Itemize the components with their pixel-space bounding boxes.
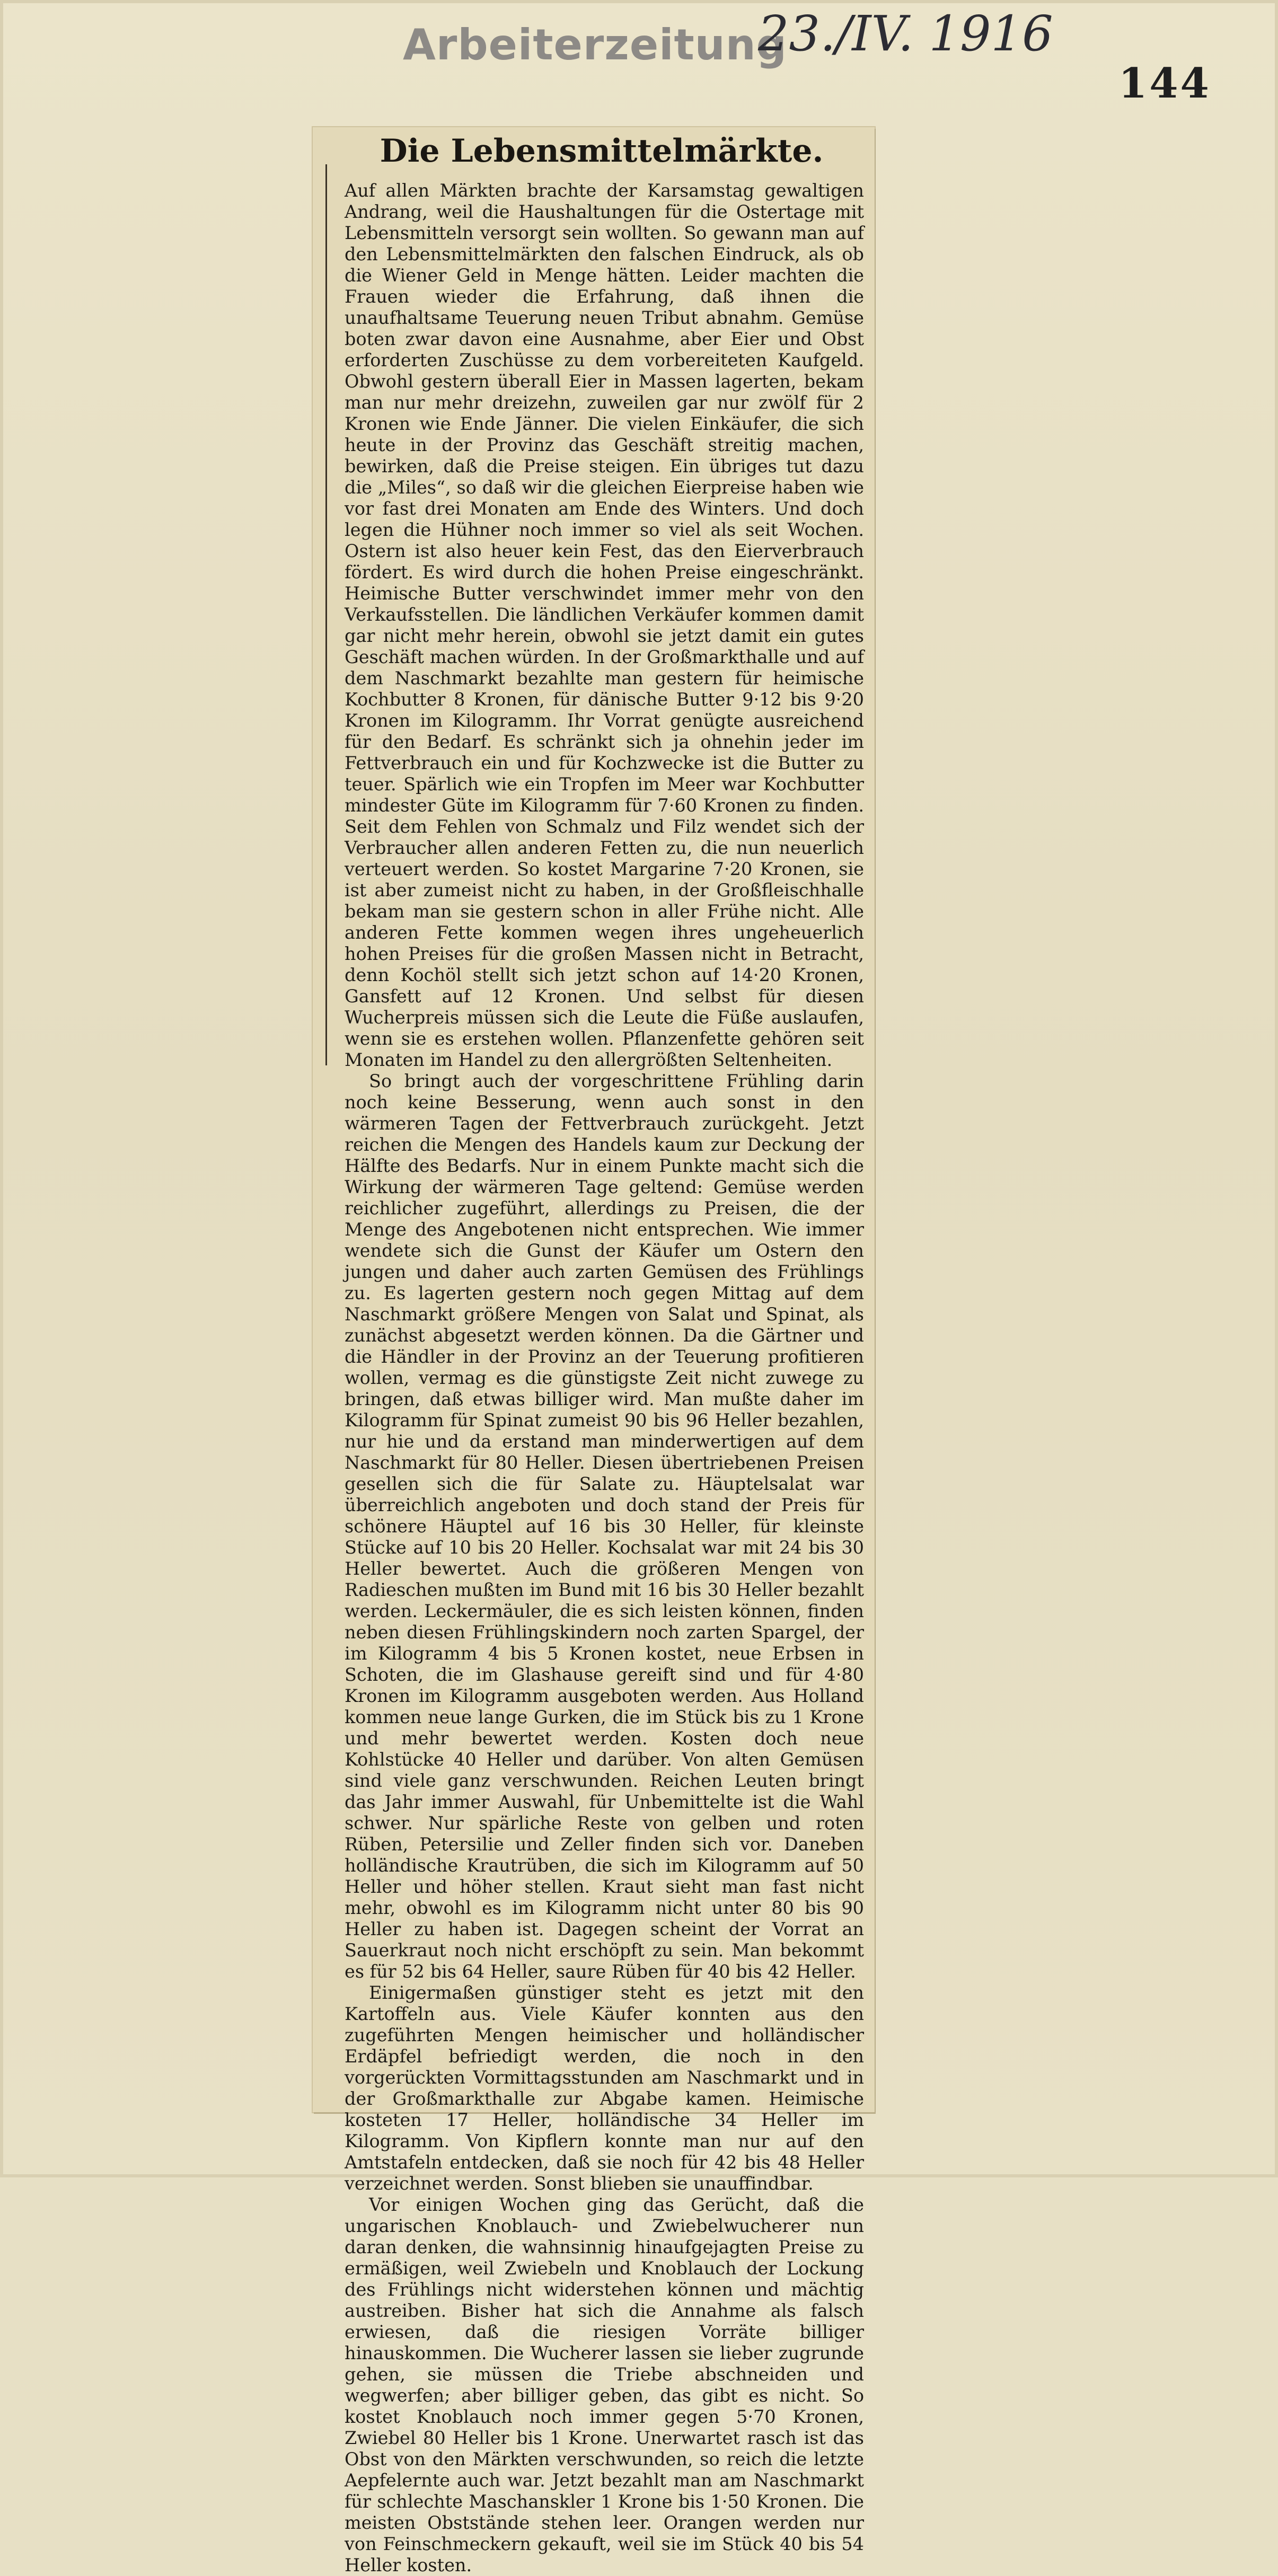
page-number: 144: [1118, 59, 1211, 108]
article-paragraph: So bringt auch der vorgeschrittene Frühling darin noch keine Besserung, wenn auch sonst in den wärmeren Tagen der Fettverbrauch zurückgeht. Jetzt reichen die Mengen des Handels kaum zur Deckung der Hälfte des Bedarfs. Nur in einem Punkte macht sich die Wirkung der wärmeren Tage geltend: Gemüse werden reichlicher zugeführt, allerdings zu Preisen, die der Menge des Angebotenen nicht entsprechen. Wie immer wendete sich die Gunst der Käufer um Ostern den jungen und daher auch zarten Gemüsen des Frühlings zu. Es lagerten gestern noch gegen Mittag auf dem Naschmarkt größere Mengen von Salat und Spinat, als zunächst abgesetzt werden können. Da die Gärtner und die Händler in der Provinz an der Teuerung profitieren wollen, vermag es die günstigste Zeit nicht zuwege zu bringen, daß etwas billiger wird. Man mußte daher im Kilogramm für Spinat zumeist 90 bis 96 Heller bezahlen, nur hie und da erstand man minderwertigen auf dem Naschmarkt für 80 Heller. Diesen übertriebenen Preisen gesellen sich die für Salate zu. Häuptelsalat war überreichlich angeboten und doch stand der Preis für schönere Häuptel auf 16 bis 30 Heller, für kleinste Stücke auf 10 bis 20 Heller. Kochsalat war mit 24 bis 30 Heller bewertet. Auch die größeren Mengen von Radieschen mußten im Bund mit 16 bis 30 Heller bezahlt werden. Leckermäuler, die es sich leisten können, finden neben diesen Frühlingskindern noch zarten Spargel, der im Kilogramm 4 bis 5 Kronen kostet, neue Erbsen in Schoten, die im Glashause gereift sind und für 4·80 Kronen im Kilogramm ausgeboten werden. Aus Holland kommen neue lange Gurken, die im Stück bis zu 1 Krone und mehr bewertet werden. Kosten doch neue Kohlstücke 40 Heller und darüber. Von alten Gemüsen sind viele ganz verschwunden. Reichen Leuten bringt das Jahr immer Auswahl, für Unbemittelte ist die Wahl schwer. Nur spärliche Reste von gelben und roten Rüben, Petersilie und Zeller finden sich vor. Daneben holländische Krautrüben, die sich im Kilogramm auf 50 Heller und höher stellen. Kraut sieht man fast nicht mehr, obwohl es im Kilogramm nicht unter 80 bis 90 Heller zu haben ist. Dagegen scheint der Vorrat an Sauerkraut noch nicht erschöpft zu sein. Man bekommt es für 52 bis 64 Heller, saure Rüben für 40 bis 42 Heller.: [345, 1071, 864, 1982]
article-body: [345, 180, 864, 2575]
article-paragraph: Vor einigen Wochen ging das Gerücht, daß die ungarischen Knoblauch- und Zwiebelwucherer nun daran denken, die wahnsinnig hinaufgejagten Preise zu ermäßigen, weil Zwiebeln und Knoblauch der Lockung des Frühlings nicht widerstehen können und mächtig austreiben. Bisher hat sich die Annahme als falsch erwiesen, daß die riesigen Vorräte billiger hinauskommen. Die Wucherer lassen sie lieber zugrunde gehen, sie müssen die Triebe abschneiden und wegwerfen; aber billiger geben, das gibt es nicht. So kostet Knoblauch noch immer gegen 5·70 Kronen, Zwiebel 80 Heller bis 1 Krone. Unerwartet rasch ist das Obst von den Märkten verschwunden, so reich die letzte Aepfelernte auch war. Jetzt bezahlt man am Naschmarkt für schlechte Maschanskler 1 Krone bis 1·50 Kronen. Die meisten Obstständе stehen leer. Orangen werden nur von Feinschmeckern gekauft, weil sie im Stück 40 bis 54 Heller kosten.: [345, 2194, 864, 2575]
newspaper-name-stamp: Arbeiterzeitung: [403, 20, 787, 69]
column-rule: [325, 164, 327, 1065]
article-title: Die Lebensmittelmärkte.: [380, 133, 824, 170]
article-paragraph: Einigermaßen günstiger steht es jetzt mit den Kartoffeln aus. Viele Käufer konnten aus den zugeführten Mengen heimischer und holländischer Erdäpfel befriedigt werden, die noch in den vorgerückten Vormittagsstunden am Naschmarkt und in der Großmarkthalle zur Abgabe kamen. Heimische kosteten 17 Heller, holländische 34 Heller im Kilogramm. Von Kipflern konnte man nur auf den Amtstafeln entdecken, daß sie noch für 42 bis 48 Heller verzeichnet werden. Sonst blieben sie unauffindbar.: [345, 1982, 864, 2194]
article-paragraph: Auf allen Märkten brachte der Karsamstag gewaltigen Andrang, weil die Haushaltungen für die Ostertage mit Lebensmitteln versorgt sein wollten. So gewann man auf den Lebensmittelmärkten den falschen Eindruck, als ob die Wiener Geld in Menge hätten. Leider machten die Frauen wieder die Erfahrung, daß ihnen die unaufhaltsame Teuerung neuen Tribut abnahm. Gemüse boten zwar davon eine Ausnahme, aber Eier und Obst erforderten Zuschüsse zu dem vorbereiteten Kaufgeld. Obwohl gestern überall Eier in Massen lagerten, bekam man nur mehr dreizehn, zuweilen gar nur zwölf für 2 Kronen wie Ende Jänner. Die vielen Einkäufer, die sich heute in der Provinz das Geschäft streitig machen, bewirken, daß die Preise steigen. Ein übriges tut dazu die „Miles“, so daß wir die gleichen Eierpreise haben wie vor fast drei Monaten am Ende des Winters. Und doch legen die Hühner noch immer so viel als seit Wochen. Ostern ist also heuer kein Fest, das den Eierverbrauch fördert. Es wird durch die hohen Preise eingeschränkt. Heimische Butter verschwindet immer mehr von den Verkaufsstellen. Die ländlichen Verkäufer kommen damit gar nicht mehr herein, obwohl sie jetzt damit ein gutes Geschäft machen würden. In der Großmarkthalle und auf dem Naschmarkt bezahlte man gestern für heimische Kochbutter 8 Kronen, für dänische Butter 9·12 bis 9·20 Kronen im Kilogramm. Ihr Vorrat genügte ausreichend für den Bedarf. Es schränkt sich ja ohnehin jeder im Fettverbrauch ein und für Kochzwecke ist die Butter zu teuer. Spärlich wie ein Tropfen im Meer war Kochbutter mindester Güte im Kilogramm für 7·60 Kronen zu finden. Seit dem Fehlen von Schmalz und Filz wendet sich der Verbraucher allen anderen Fetten zu, die nun neuerlich verteuert werden. So kostet Margarine 7·20 Kronen, sie ist aber zumeist nicht zu haben, in der Großfleischhalle bekam man sie gestern schon in aller Frühe nicht. Alle anderen Fette kommen wegen ihres ungeheuerlich hohen Preises für die großen Massen nicht in Betracht, denn Kochöl stellt sich jetzt schon auf 14·20 Kronen, Gansfett auf 12 Kronen. Und selbst für diesen Wucherpreis müssen sich die Leute die Füße auslaufen, wenn sie es erstehen wollen. Pflanzenfette gehören seit Monaten im Handel zu den allergrößten Seltenheiten.: [345, 180, 864, 1070]
handwritten-date: 23./IV. 1916: [758, 5, 1053, 62]
newspaper-clipping: [313, 127, 875, 2575]
